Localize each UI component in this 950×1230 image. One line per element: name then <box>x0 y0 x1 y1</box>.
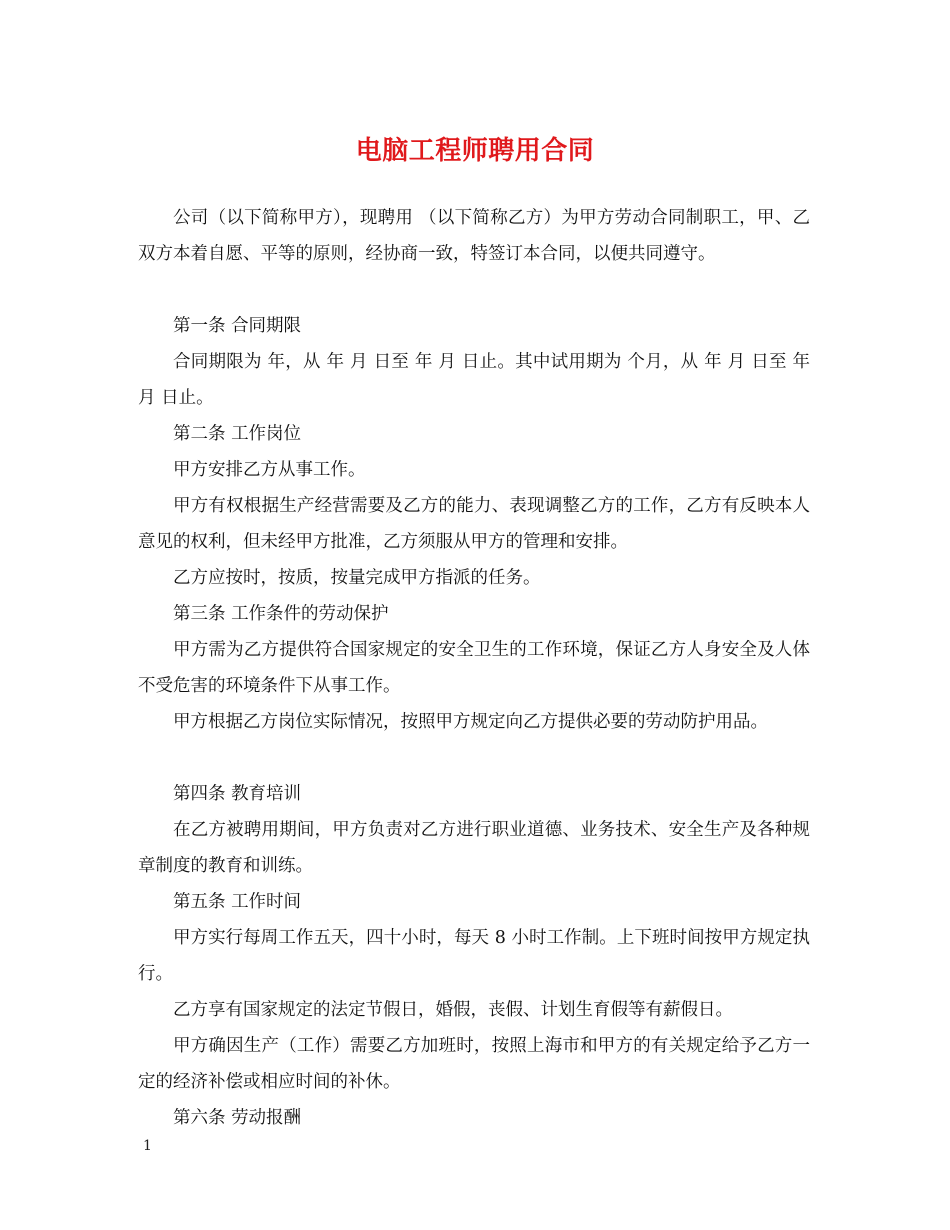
article-heading: 第二条 工作岗位 <box>173 424 302 444</box>
body-paragraph: 甲方根据乙方岗位实际情况，按照甲方规定向乙方提供必要的劳动防护用品。 <box>173 712 768 732</box>
intro-paragraph: 公司（以下简称甲方），现聘用 （以下简称乙方）为甲方劳动合同制职工，甲、乙双方本着自愿、平等的原则，经协商一致，特签订本合同，以便共同遵守。 <box>138 208 810 264</box>
article-heading: 第一条 合同期限 <box>173 316 302 336</box>
article-heading: 第六条 劳动报酬 <box>173 1108 302 1128</box>
article-heading: 第三条 工作条件的劳动保护 <box>173 604 389 624</box>
article-heading: 第五条 工作时间 <box>173 892 302 912</box>
body-paragraph: 甲方需为乙方提供符合国家规定的安全卫生的工作环境，保证乙方人身安全及人体不受危害的环境条件下从事工作。 <box>138 640 810 696</box>
document-title: 电脑工程师聘用合同 <box>355 136 595 166</box>
body-paragraph: 乙方应按时，按质，按量完成甲方指派的任务。 <box>173 568 541 588</box>
paragraph-gap <box>138 740 810 776</box>
body-paragraph: 甲方有权根据生产经营需要及乙方的能力、表现调整乙方的工作，乙方有反映本人意见的权利，但未经甲方批准，乙方须服从甲方的管理和安排。 <box>138 496 810 552</box>
body-paragraph: 在乙方被聘用期间，甲方负责对乙方进行职业道德、业务技术、安全生产及各种规章制度的教育和训练。 <box>138 820 810 876</box>
paragraph-gap <box>138 272 810 308</box>
body-paragraph: 甲方确因生产（工作）需要乙方加班时，按照上海市和甲方的有关规定给予乙方一定的经济补偿或相应时间的补休。 <box>138 1036 810 1092</box>
body-paragraph: 乙方享有国家规定的法定节假日，婚假，丧假、计划生育假等有薪假日。 <box>173 1000 733 1020</box>
body-paragraph: 甲方安排乙方从事工作。 <box>173 460 366 480</box>
document-body <box>138 200 810 1136</box>
page-number: 1 <box>143 1138 152 1154</box>
body-paragraph: 甲方实行每周工作五天，四十小时，每天 8 小时工作制。上下班时间按甲方规定执行。 <box>138 928 810 984</box>
article-heading: 第四条 教育培训 <box>173 784 302 804</box>
body-paragraph: 合同期限为 年，从 年 月 日至 年 月 日止。其中试用期为 个月，从 年 月 日至 年 月 日止。 <box>138 352 810 408</box>
